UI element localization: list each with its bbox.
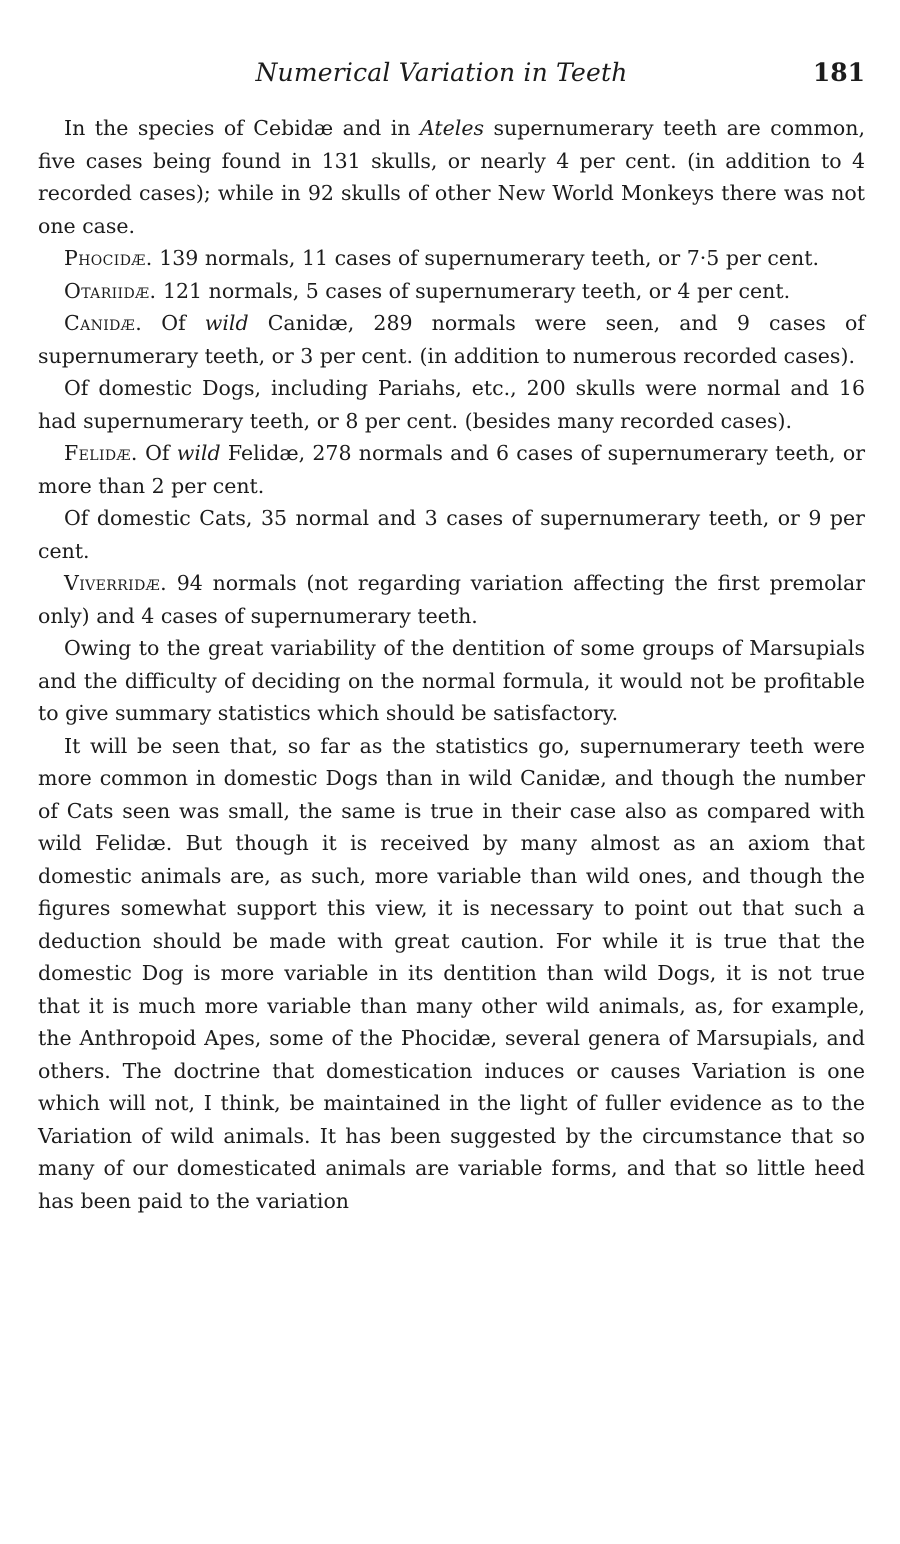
family-heading: Otariidæ.: [64, 278, 157, 303]
family-heading: Phocidæ.: [64, 246, 153, 270]
emphasis: wild: [176, 441, 221, 465]
family-heading: Viverridæ.: [64, 571, 168, 595]
genus-name: Ateles: [419, 116, 484, 140]
paragraph-phocidae: Phocidæ. 139 normals, 11 cases of supernumerary teeth, or 7·5 per cent.: [64, 246, 819, 270]
paragraph-otariidae: Otariidæ. 121 normals, 5 cases of supernumerary teeth, or 4 per cent.: [64, 278, 791, 303]
paragraph-canidae: Canidæ. Of wild Canidæ, 289 normals were seen, and 9 cases of supernumerary teeth, or 3 per cent. (in addition to numerous recorded cases).: [38, 311, 865, 368]
family-heading: Felidæ.: [64, 441, 138, 465]
paragraph-discussion: It will be seen that, so far as the statistics go, supernumerary teeth were more common in domestic Dogs than in wild Canidæ, and though the number of Cats seen was small, the same is true in their case also as compared with wild Felidæ. But though it is received by many almost as an axiom that domestic animals are, as such, more variable than wild ones, and though the figures somewhat support this view, it is necessary to point out that such a deduction should be made with great caution. For while it is true that the domestic Dog is more variable in its dentition than wild Dogs, it is not true that it is much more variable than many other wild animals, as, for example, the Anthropoid Apes, some of the Phocidæ, several genera of Marsupials, and others. The doctrine that domestication induces or causes Variation is one which will not, I think, be maintained in the light of fuller evidence as to the Variation of wild animals. It has been suggested by the circumstance that so many of our domesticated animals are variable forms, and that so little heed has been paid to the variation: [38, 733, 865, 1213]
family-heading: Canidæ.: [64, 311, 143, 335]
emphasis: wild: [204, 311, 249, 335]
paragraph-cebidae: In the species of Cebidæ and in Ateles supernumerary teeth are common, five cases being found in 131 skulls, or nearly 4 per cent. (in addition to 4 recorded cases); while in 92 skulls of other New World Monkeys there was not one case.: [38, 116, 865, 238]
body-text: [38, 112, 865, 1217]
paragraph-felidae: Felidæ. Of wild Felidæ, 278 normals and 6 cases of supernumerary teeth, or more than 2 per cent.: [38, 441, 865, 498]
book-page: [38, 58, 865, 1217]
running-head: [38, 58, 865, 98]
paragraph-domestic-dogs: Of domestic Dogs, including Pariahs, etc., 200 skulls were normal and 16 had supernumerary teeth, or 8 per cent. (besides many recorded cases).: [38, 376, 865, 433]
paragraph-domestic-cats: Of domestic Cats, 35 normal and 3 cases of supernumerary teeth, or 9 per cent.: [38, 506, 865, 563]
running-title: Numerical Variation in Teeth: [255, 58, 628, 87]
paragraph-viverridae: Viverridæ. 94 normals (not regarding variation affecting the first premolar only) and 4 cases of supernumerary teeth.: [38, 571, 865, 628]
paragraph-marsupials: Owing to the great variability of the dentition of some groups of Marsupials and the difficulty of deciding on the normal formula, it would not be profitable to give summary statistics which should be satisfactory.: [38, 636, 865, 725]
page-number: 181: [812, 58, 865, 87]
